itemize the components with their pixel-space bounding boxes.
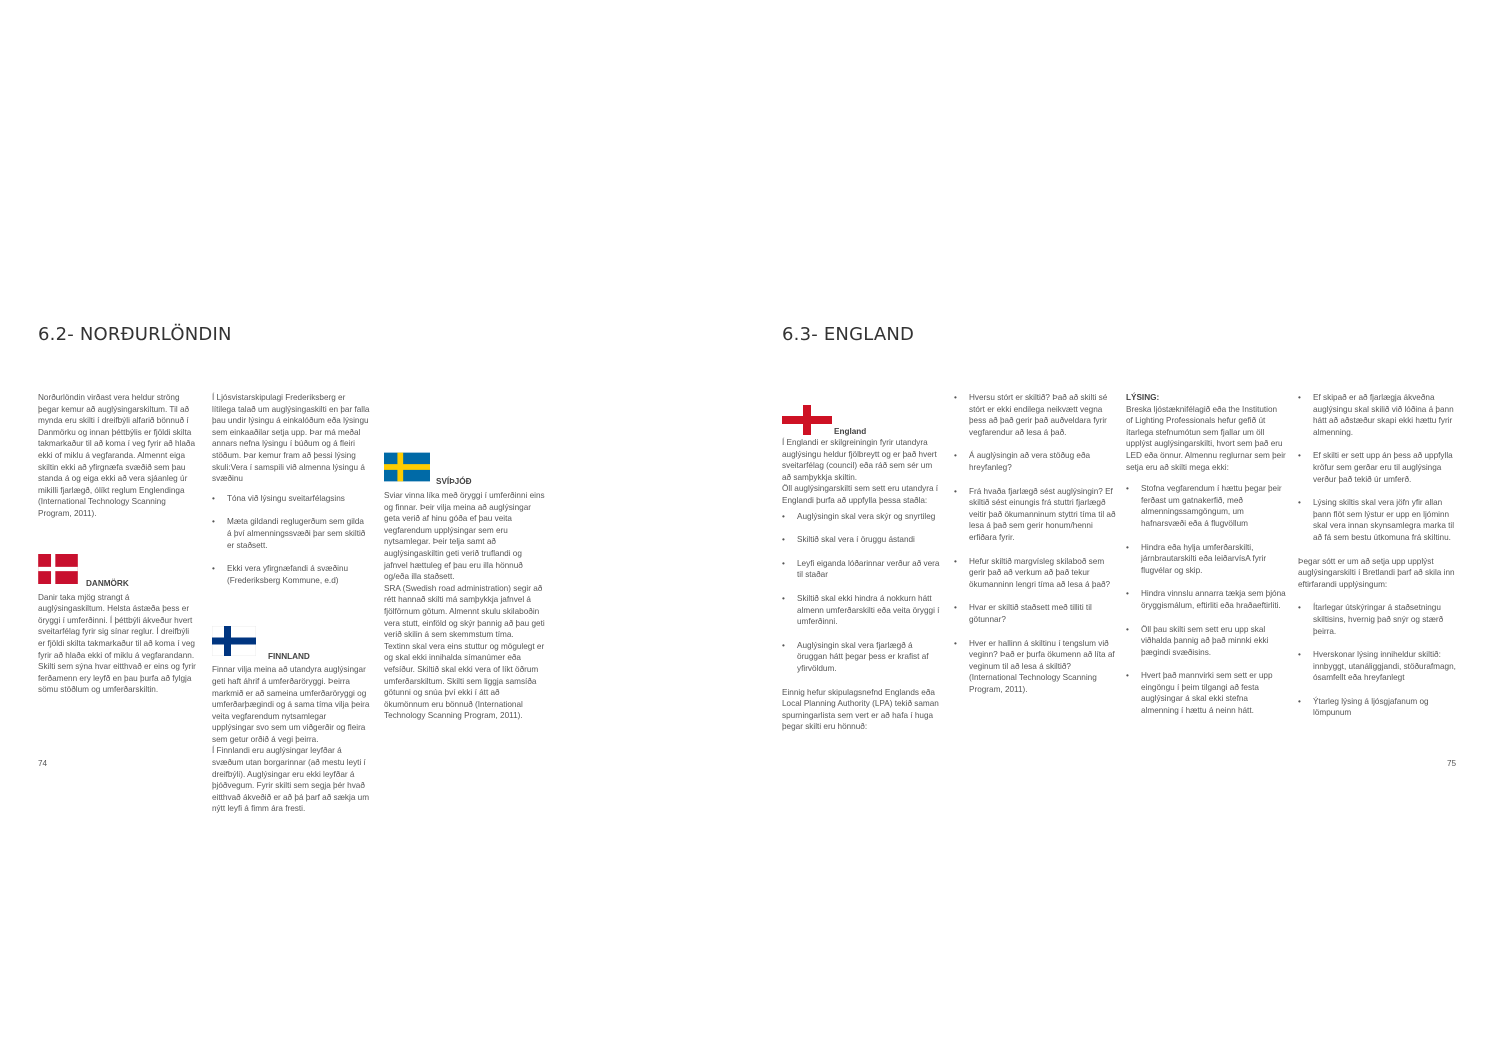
country-name-denmark: DANMÖRK (86, 578, 129, 588)
england-flag-icon (782, 405, 832, 435)
list-item: • Hverskonar lýsing inniheldur skiltið: innbyggt, utanáliggjandi, stöðurafmagn, ósamfellt eða hreyfanlegt (1298, 649, 1462, 684)
list-item: • Ítarlegar útskýringar á staðsetningu skiltisins, hvernig það snýr og stærð þeirra. (1298, 602, 1462, 637)
england-flag-block (782, 405, 940, 437)
finland-flag-icon (212, 626, 256, 656)
sweden-flag-block (384, 452, 546, 490)
lighting-bullet-list (1126, 483, 1286, 717)
list-item: • Auglýsingin skal vera skýr og snyrtileg (782, 511, 940, 523)
denmark-text-2: Í Ljósvistarskipulagi Frederiksberg er lítilega talað um auglýsingaskilti en þar falla þau undir lýsingu á einkalóðum eða lýsingu sem einkaaðilar setja upp. Þar má meðal annars nefna lýsingu í búðum og á fleiri stöðum. Þar kemur fram að þessi lýsing skuli:Vera í samspili við almenna lýsingu á svæðinu (212, 393, 370, 484)
text-column-1 (782, 405, 940, 733)
lighting-title: LÝSING: (1126, 393, 1160, 402)
denmark-text-1: Danir taka mjög strangt á auglýsingaskiltum. Helsta ástæða þess er öryggi í umferðinni. Í þéttbýli ákveður hvert sveitarfélag fyrir sig sínar reglur. Í dreifbýli er fjöldi skilta takmarkaður til að koma í veg fyrir að hlaða ekki of miklu á vegfarandann. Skilti sem sýna hvar eitthvað er eins og fyrir ferðamenn ery leyfð en þau þurfa að fylgja sömu stöðlum og umferðarskiltin. (38, 592, 196, 695)
page-number: 75 (1447, 759, 1457, 768)
lighting-bullet-list-2 (1298, 392, 1462, 544)
section-heading: 6.2- NORÐURLÖNDIN (38, 324, 232, 345)
right-page (750, 0, 1500, 1060)
text-column-1 (38, 392, 196, 696)
list-item: • Ýtarleg lýsing á ljósgjafanum og lömpunum (1298, 696, 1462, 719)
denmark-bullet-list (212, 493, 370, 587)
list-item: • Hver er hallinn á skiltinu í tengslum við veginn? Það er þurfa ökumenn að líta af veginum til að lesa á skiltið? (International Technology Scanning Program, 2011). (954, 638, 1116, 696)
text-column-3 (1126, 392, 1286, 729)
lighting-text-2: Þegar sótt er um að setja upp upplýst auglýsingarskilti í Bretlandi þarf að skila inn eftirfarandi upplýsingum: (1298, 556, 1455, 589)
text-column-3 (384, 392, 546, 722)
list-item: • Ef skilti er sett upp án þess að uppfylla kröfur sem gerðar eru til auglýsinga verður það tekið úr umferð. (1298, 450, 1462, 485)
lighting-bullet-list-3 (1298, 602, 1462, 719)
list-item: • Hvar er skiltið staðsett með tilliti til götunnar? (954, 602, 1116, 625)
list-item: • Skiltið skal vera í öruggu ástandi (782, 534, 940, 546)
list-item: • Ef skipað er að fjarlægja ákveðna auglýsingu skal skilið við lóðina á þann hátt að aðstæður skapi ekki hættu fyrir almenning. (1298, 392, 1462, 438)
section-heading: 6.3- ENGLAND (782, 324, 915, 345)
finland-text-2: Í Finnlandi eru auglýsingar leyfðar á svæðum utan borgarinnar (að mestu leyti í dreifbýli). Auglýsingar eru ekki leyfðar á þjóðvegum. Fyrir skilti sem segja þér hvað eitthvað ákveðið er að þá þarf að sækja um nýtt leyfi á fimm ára fresti. (212, 746, 370, 814)
sweden-flag-icon (384, 452, 430, 482)
denmark-flag-icon (38, 554, 78, 584)
text-column-2 (212, 392, 370, 815)
lighting-text-1: Breska ljóstæknifélagið eða the Institution of Lighting Professionals hefur gefið út ítarlega stefnumótun sem fjallar um öll upplýst auglýsingarskilti, hvort sem það eru LED eða önnur. Almennu reglurnar sem þeir setja eru að skilti mega ekki: (1126, 404, 1286, 472)
sweden-text-2: SRA (Swedish road administration) segir að rétt hannað skilti má samþykkja jafnvel á fjölförnum götum. Almennt skulu skilaboðin vera stutt, einföld og skýr þannig að þau geti verið skilin á sem skemmstum tíma. (384, 583, 545, 640)
list-item: • Tóna við lýsingu sveitarfélagsins (212, 493, 370, 505)
list-item: • Ekki vera yfirgnæfandi á svæðinu (Frederiksberg Kommune, e.d) (212, 563, 370, 586)
england-bullet-list (782, 511, 940, 675)
country-name-england: England (834, 427, 867, 437)
list-item: • Öll þau skilti sem sett eru upp skal viðhalda þannig að það minnki ekki þægindi svæðisins. (1126, 624, 1286, 659)
intro-paragraph: Norðurlöndin virðast vera heldur ströng þegar kemur að auglýsingarskiltum. Til að mynda eru skilti í dreifbýli alfarið bönnuð í Danmörku og innan þéttbýlis er fjöldi skilta takmarkaður til að koma í veg fyrir að hlaða ekki of miklu á vegfaranda. Almennt eiga skiltin ekki að yfirgnæfa svæðið sem þau standa á og eiga ekki að vera sjáanleg úr mikilli fjarlægð, ólíkt reglum Englendinga (International Technology Scanning Program, 2011). (38, 393, 195, 518)
country-name-sweden: SVÍÞJÓÐ (436, 477, 472, 487)
list-item: • Mæta gildandi reglugerðum sem gilda á því almenningssvæði þar sem skiltið er staðsett. (212, 516, 370, 551)
finland-flag-block (212, 626, 370, 664)
list-item: • Hefur skiltið margvísleg skilaboð sem gerir það að verkum að það tekur ökumanninn lengri tíma að lesa á það? (954, 556, 1116, 591)
list-item: • Frá hvaða fjarlægð sést auglýsingin? Ef skiltið sést einungis frá stuttri fjarlægð veitir það ökumanninum styttri tíma til að lesa á það sem gerir honum/henni erfiðara fyrir. (954, 486, 1116, 544)
text-column-2 (954, 392, 1116, 707)
list-item: • Hvert það mannvirki sem sett er upp eingöngu í þeim tilgangi að festa auglýsingar á skal ekki stefna almenning í hættu á neinn hátt. (1126, 670, 1286, 716)
page-number: 74 (38, 759, 48, 768)
sweden-text-1: Sviar vinna líka með öryggi í umferðinni eins og finnar. Þeir vilja meina að auglýsingar geta verið af hinu góða ef þau veita vegfarendum upplýsingar sem eru nytsamlegar. Þeir telja samt að auglýsingaskiltin geti verið truflandi og jafnvel hættuleg ef þau eru illa hönnuð og/eða illa staðsett. (384, 491, 545, 582)
england-text-3: Einnig hefur skipulagsnefnd Englands eða Local Planning Authority (LPA) tekið saman spurningarlista sem vert er að hafa í huga þegar skilti eru hönnuð: (782, 687, 939, 732)
list-item: • Hversu stórt er skiltið? Það að skilti sé stórt er ekki endilega neikvætt vegna þess að það gerir það auðveldara fyrir vegfarendur að lesa á það. (954, 392, 1116, 438)
list-item: • Lýsing skiltis skal vera jöfn yfir allan þann flöt sem lýstur er upp en ljóminn skal vera innan skynsamlegra marka til að fá sem bestu útkomuna frá skiltinu. (1298, 497, 1462, 543)
questions-list (954, 392, 1116, 695)
list-item: • Á auglýsingin að vera stöðug eða hreyfanleg? (954, 450, 1116, 473)
list-item: • Hindra eða hylja umferðarskilti, járnbrautarskilti eða leiðarvísA fyrir flugvélar og skip. (1126, 542, 1286, 577)
country-name-finland: FINNLAND (268, 651, 310, 661)
list-item: • Auglýsingin skal vera fjarlægð á öruggan hátt þegar þess er krafist af yfirvöldum. (782, 640, 940, 675)
england-text-2: Öll auglýsingarskilti sem sett eru utandyra í Englandi þurfa að uppfylla þessa staðla: (782, 484, 939, 505)
list-item: • Leyfi eiganda lóðarinnar verður að vera til staðar (782, 558, 940, 581)
sweden-text-3: Textinn skal vera eins stuttur og mögulegt er og skal ekki innihalda símanúmer eða vefsíður. Skiltið skal ekki vera of líkt öðrum umferðarskiltum. Skilti sem liggja samsíða götunni og snúa því ekki í átt að ökumönnum eru bönnuð (International Technology Scanning Program, 2011). (384, 641, 545, 721)
list-item: • Skiltið skal ekki hindra á nokkurn hátt almenn umferðarskilti eða veita öryggi í umferðinni. (782, 593, 940, 628)
denmark-flag-block (38, 554, 196, 592)
list-item: • Stofna vegfarendum í hættu þegar þeir ferðast um gatnakerfið, með almenningssamgöngum, um hafnarsvæði eða á flugvöllum (1126, 483, 1286, 529)
text-column-4 (1298, 392, 1462, 731)
england-text-1: Í Englandi er skilgreiningin fyrir utandyra auglýsingu heldur fjölbreytt og er það hvert sveitarfélag (council) eða ráð sem sér um að samþykkja skiltin. (782, 438, 937, 482)
finland-text-1: Finnar vilja meina að utandyra auglýsingar geti haft áhrif á umferðaröryggi. Þeirra markmið er að sameina umferðaröryggi og umferðarþægindi og á sama tíma vilja þeira veita vegfarendum nytsamlegar upplýsingar svo sem um viðgerðir og fleira sem getur orðið á vegi þeirra. (212, 665, 370, 744)
list-item: • Hindra vinnslu annarra tækja sem þjóna öryggismálum, eftirliti eða hraðaeftirliti. (1126, 588, 1286, 611)
